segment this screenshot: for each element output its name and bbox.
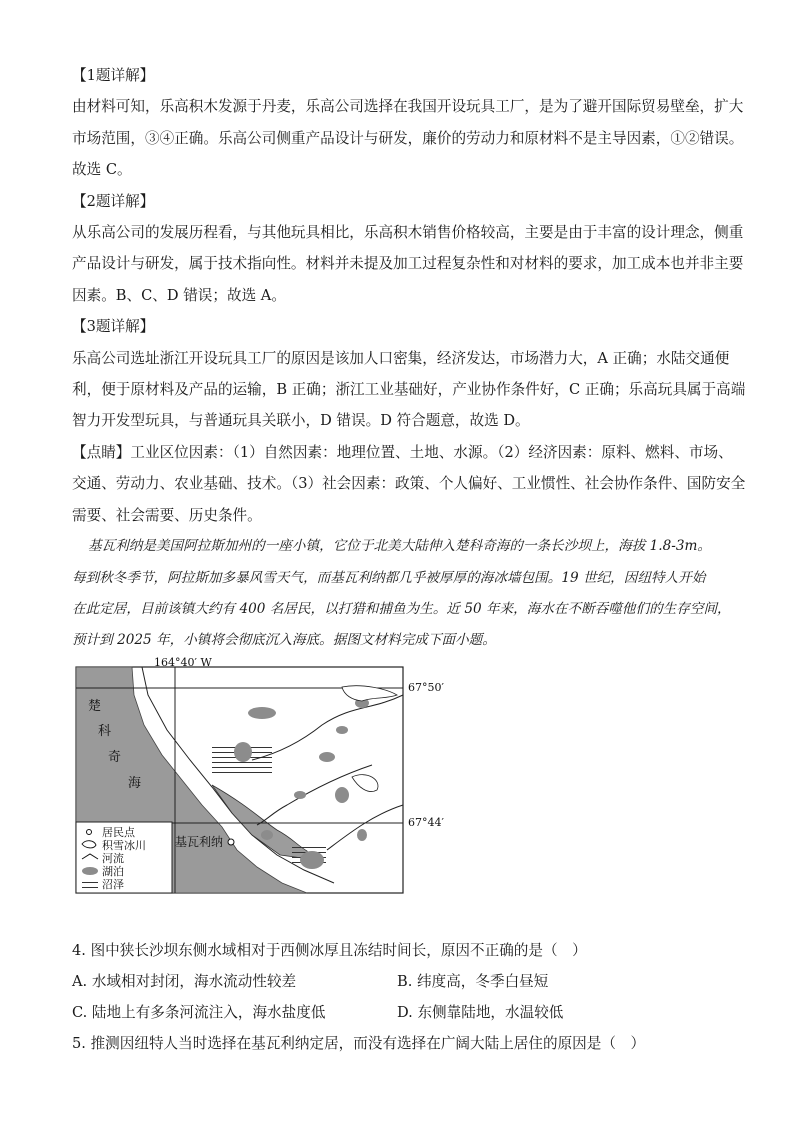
lake-6 [335,787,349,803]
lake-1 [248,707,276,719]
q4-option-d[interactable]: D. 东侧靠陆地，水温较低 [397,1004,564,1021]
q3-line-2: 利，便于原材料及产品的运输，B 正确；浙江工业基础好，产业协作条件好，C 正确；乐高玩具属于高端 [72,381,746,399]
passage-line-1: 基瓦利纳是美国阿拉斯加州的一座小镇，它位于北美大陆伸入楚科奇海的一条长沙坝上，海拔 1.8-3m。 [88,538,712,555]
q1-line-1: 由材料可知，乐高积木发源于丹麦，乐高公司选择在我国开设玩具工厂，是为了避开国际贸易壁垒，扩大 [72,98,744,116]
lake-9 [357,829,367,841]
sea-label-2: 科 [98,724,112,739]
legend-item-glacier: 积雪冰川 [102,839,146,852]
settlement-icon [87,830,92,835]
tip-line-3: 需要、社会需要、历史条件。 [72,506,262,524]
lake-3 [336,726,348,734]
sea-label-1: 楚 [88,699,102,714]
lake-10 [300,851,324,869]
q2-heading: 【2题详解】 [72,192,155,210]
q1-line-3: 故选 C。 [72,161,132,179]
q3-line-3: 智力开发型玩具，与普通玩具关联小，D 错误。D 符合题意，故选 D。 [72,412,530,430]
latitude-label-top: 67°50′ [408,681,444,694]
q5-stem: 5. 推测因纽特人当时选择在基瓦利纳定居，而没有选择在广阔大陆上居住的原因是（ ） [72,1035,646,1052]
q3-line-1: 乐高公司选址浙江开设玩具工厂的原因是该加人口密集，经济发达，市场潜力大，A 正确；水陆交通便 [72,349,730,367]
q1-line-2: 市场范围，③④正确。乐高公司侧重产品设计与研发，廉价的劳动力和原材料不是主导因素，①②错误。 [72,129,744,147]
q3-heading: 【3题详解】 [72,318,155,336]
map-figure [72,655,462,895]
passage-line-2: 每到秋冬季节，阿拉斯加多暴风雪天气，而基瓦利纳都几乎被厚厚的海冰墙包围。19 世纪，因纽特人开始 [72,569,706,586]
legend-item-river: 河流 [102,852,124,865]
q2-line-3: 因素。B、C、D 错误；故选 A。 [72,286,286,304]
longitude-label: 164°40′ W [154,656,212,669]
lake-4 [319,752,335,762]
q4-option-b[interactable]: B. 纬度高，冬季白昼短 [397,973,549,990]
questions-block [72,935,726,1059]
q4-stem: 4. 图中狭长沙坝东侧水域相对于西侧冰厚且冻结时间长，原因不正确的是（ ） [72,942,587,959]
lake-icon [82,867,98,875]
latitude-label-bottom: 67°44′ [408,816,444,829]
tip-line-1: 【点睛】工业区位因素：（1）自然因素：地理位置、土地、水源。（2）经济因素：原料、燃料、市场、 [72,443,733,461]
q2-line-2: 产品设计与研发，属于技术指向性。材料并未提及加工过程复杂性和对材料的要求，加工成本也并非主要 [72,255,744,273]
sea-label-3: 奇 [108,750,122,765]
legend-item-lake: 湖泊 [102,865,124,878]
lake-7 [294,791,306,799]
tip-line-2: 交通、劳动力、农业基础、技术。（3）社会因素：政策、个人偏好、工业惯性、社会协作条件、国防安全 [72,475,746,493]
legend-item-swamp: 沼泽 [102,878,124,891]
town-marker [228,839,234,845]
swamp-icon [82,881,98,888]
town-label: 基瓦利纳 [175,835,224,849]
passage-line-4: 预计到 2025 年，小镇将会彻底沉入海底。据图文材料完成下面小题。 [72,632,496,649]
legend-item-settlement: 居民点 [102,826,135,839]
q4-option-a[interactable]: A. 水域相对封闭，海水流动性较差 [72,973,297,990]
q1-heading: 【1题详解】 [72,67,155,84]
lake-5 [234,742,252,762]
lake-8 [261,830,273,840]
passage-line-3: 在此定居，目前该镇大约有 400 名居民，以打猎和捕鱼为生。近 50 年来，海水在不断吞噬他们的生存空间， [72,600,731,617]
kivalina-map [72,655,462,895]
q4-option-c[interactable]: C. 陆地上有多条河流注入，海水盐度低 [72,1004,326,1021]
sea-label-4: 海 [128,776,142,791]
document-body [72,60,746,657]
q2-line-1: 从乐高公司的发展历程看，与其他玩具相比，乐高积木销售价格较高，主要是由于丰富的设计理念，侧重 [72,224,744,242]
